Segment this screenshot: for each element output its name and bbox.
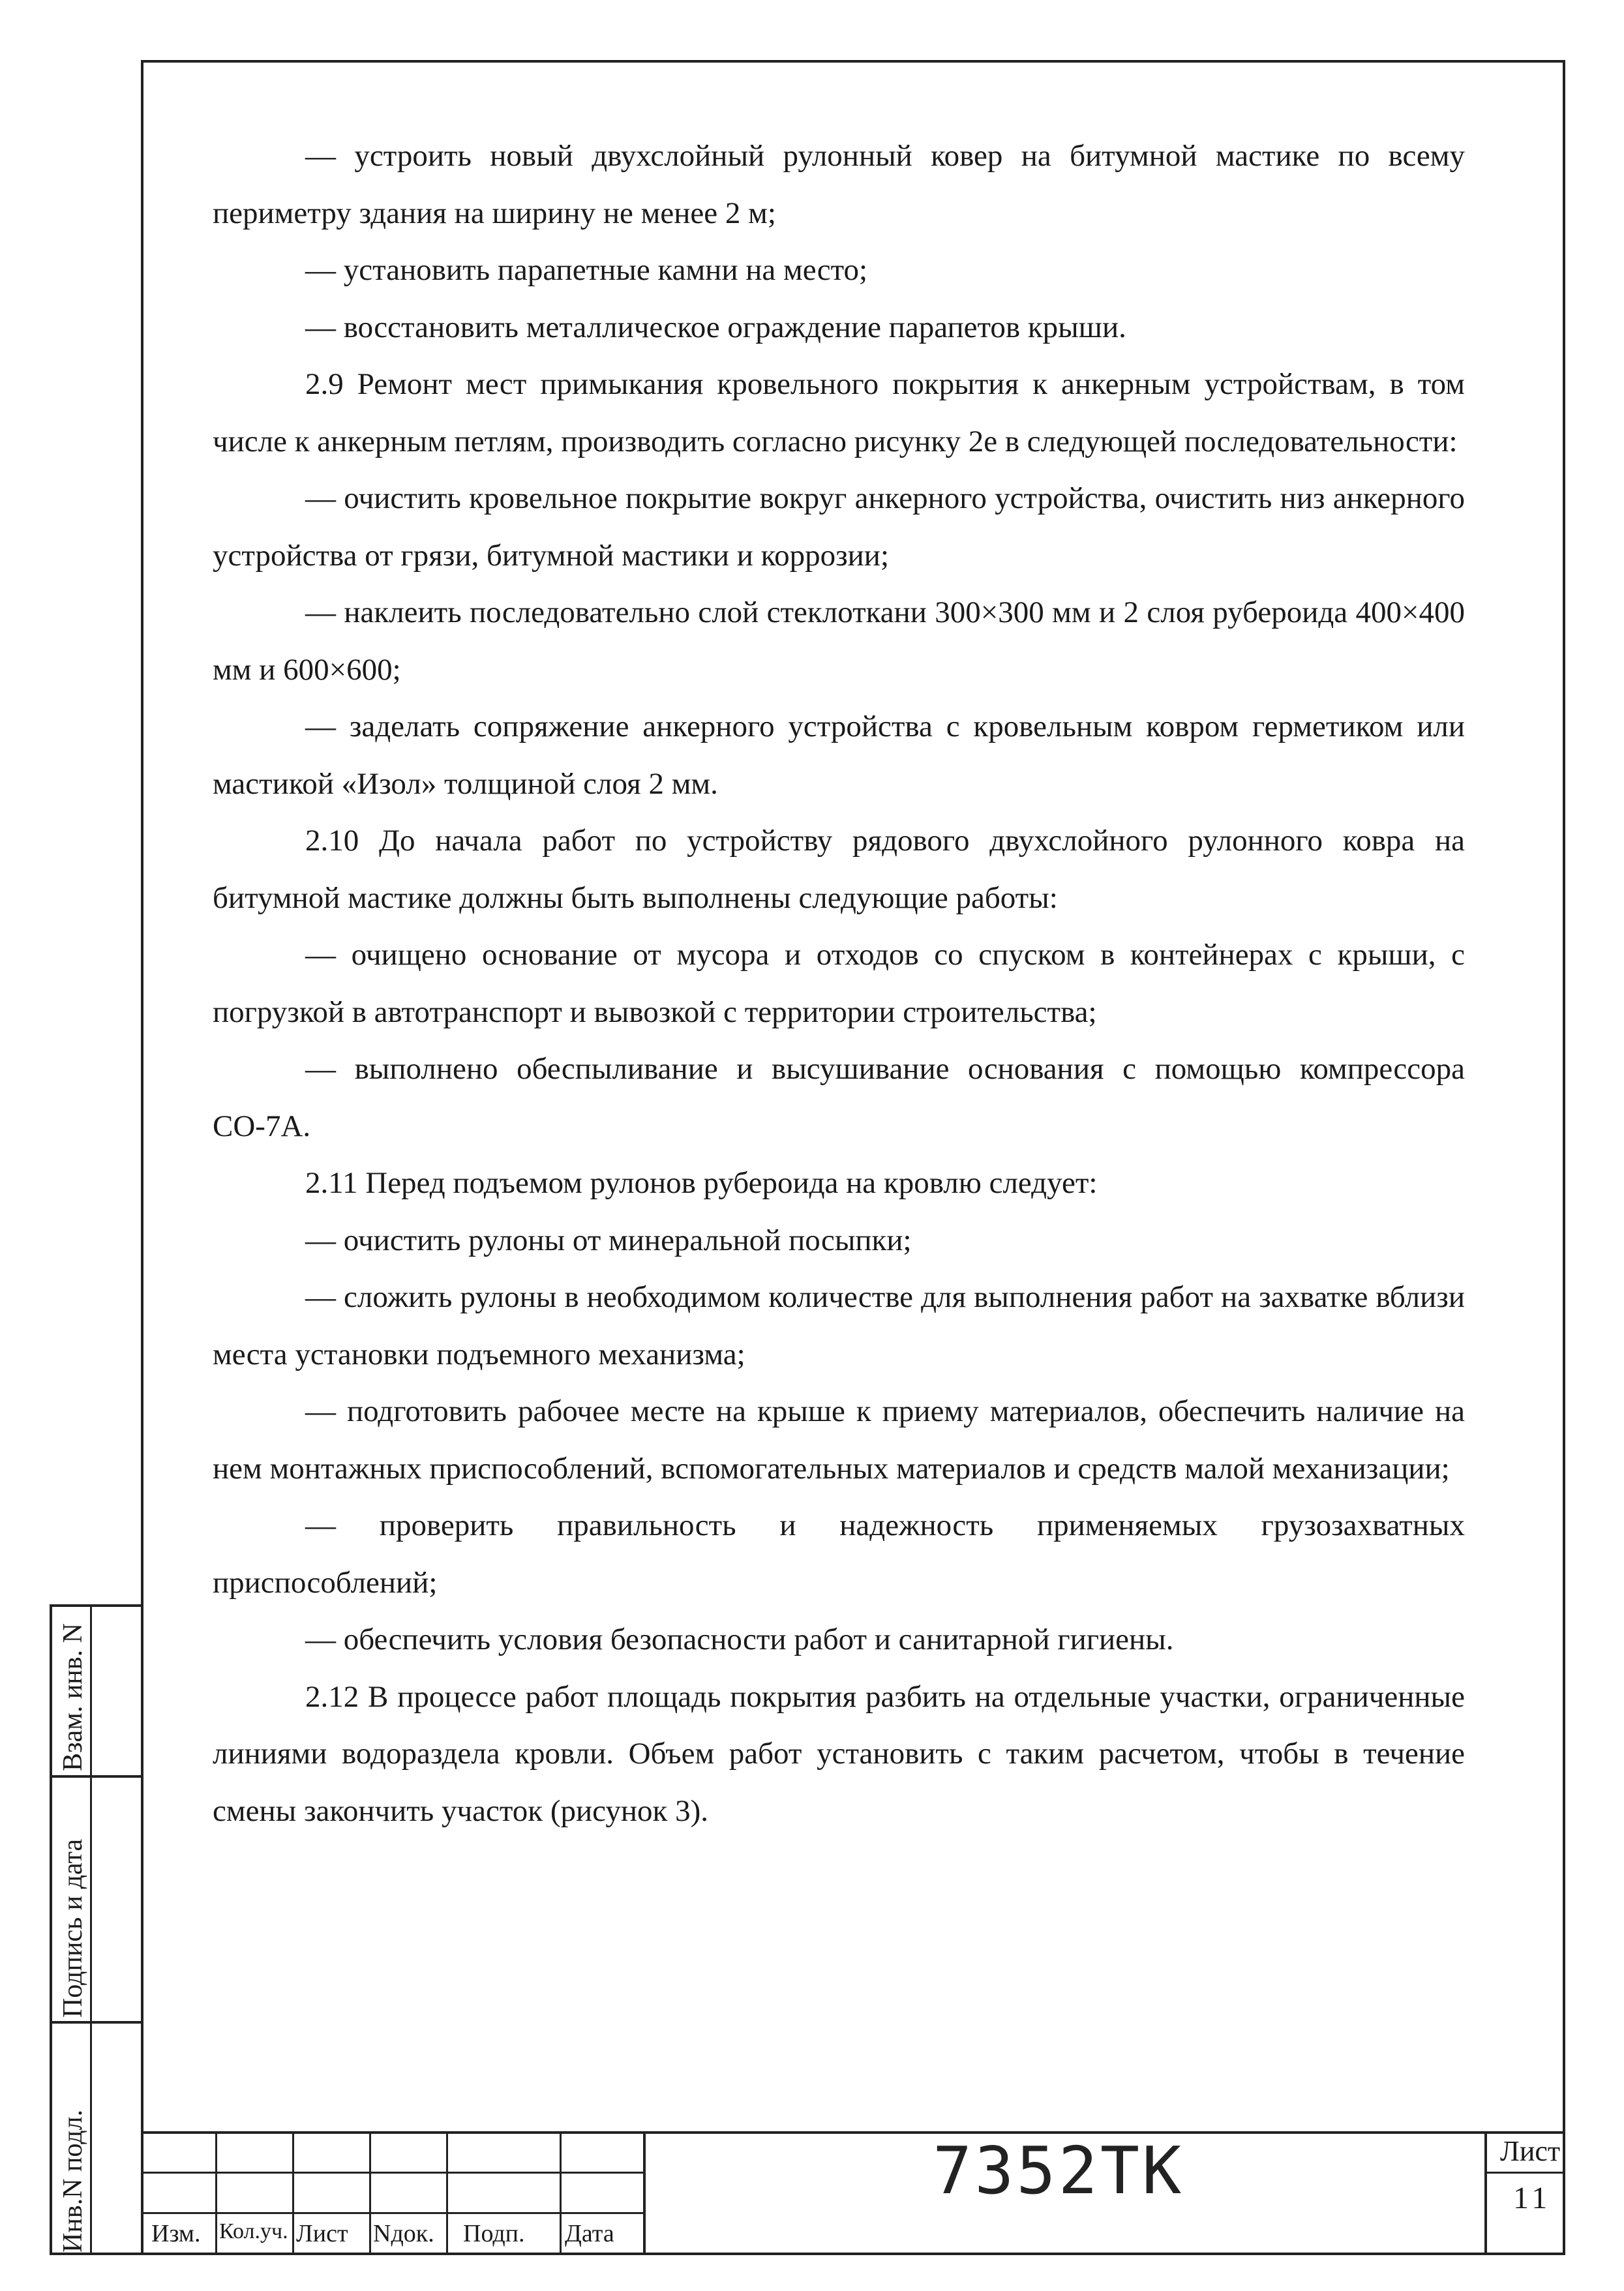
col-podp: Подп. — [463, 2220, 525, 2247]
paragraph: 2.9 Ремонт мест примыкания кровельного покрытия к анкерным устройствам, в том числе к анкерным петлям, производить согласно рисунку 2е в следующей последовательности: — [213, 367, 1465, 458]
stamp-divider — [52, 2021, 141, 2024]
stamp-value-column — [90, 1607, 143, 2253]
paragraph: — проверить правильность и надежность применяемых грузозахватных приспособлений; — [213, 1508, 1465, 1600]
paragraph: — установить парапетные камни на место; — [305, 253, 868, 287]
paragraph: — наклеить последовательно слой стеклоткани 300×300 мм и 2 слоя рубероида 400×400 мм и 600×600; — [213, 595, 1465, 687]
col-ndok: Nдок. — [373, 2220, 434, 2247]
title-block-col-line — [292, 2131, 294, 2255]
paragraph: — выполнено обеспыливание и высушивание основания с помощью компрессора СО-7А. — [213, 1052, 1465, 1143]
podpis-data-label: Подпись и дата — [58, 1838, 88, 2018]
paragraph: 2.12 В процессе работ площадь покрытия разбить на отдельные участки, ограниченные линиями водораздела кровли. Объем работ установить с таким расчетом, чтобы в течение смены закончить участок (рисунок 3). — [213, 1679, 1465, 1828]
document-body — [213, 128, 1465, 1840]
col-list: Лист — [296, 2220, 348, 2247]
title-block-col-line — [215, 2131, 217, 2255]
paragraph: — очищено основание от мусора и отходов со спуском в контейнерах с крыши, с погрузкой в автотранспорт и вывозкой с территории строительства; — [213, 938, 1465, 1029]
sheet-label: Лист — [1500, 2135, 1561, 2167]
paragraph: — очистить кровельное покрытие вокруг анкерного устройства, очистить низ анкерного устройства от грязи, битумной мастики и коррозии; — [213, 481, 1465, 573]
col-izm: Изм. — [151, 2220, 201, 2247]
paragraph: — устроить новый двухслойный рулонный ковер на битумной мастике по всему периметру здания на ширину не менее 2 м; — [213, 139, 1465, 230]
title-block-col-line — [446, 2131, 448, 2255]
title-block-row-line — [1484, 2172, 1565, 2174]
sheet-number: 11 — [1513, 2181, 1552, 2215]
inv-podl-label: Инв.N подл. — [58, 2109, 88, 2253]
paragraph: — заделать сопряжение анкерного устройства с кровельным ковром герметиком или мастикой «Изол» толщиной слоя 2 мм. — [213, 710, 1465, 801]
stamp-divider — [52, 1775, 141, 1778]
title-block-col-line — [369, 2131, 371, 2255]
binding-stamp — [50, 1604, 141, 2255]
title-block-top-border — [141, 2131, 1565, 2134]
title-block-divider — [1484, 2131, 1487, 2255]
vzam-inv-label: Взам. инв. N — [58, 1623, 88, 1771]
paragraph: — обеспечить условия безопасности работ и санитарной гигиены. — [305, 1623, 1174, 1656]
paragraph: 2.10 До начала работ по устройству рядового двухслойного рулонного ковра на битумной мастике должны быть выполнены следующие работы: — [213, 824, 1465, 915]
paragraph: — восстановить металлическое ограждение парапетов крыши. — [305, 310, 1126, 344]
document-code: 7352ТК — [933, 2133, 1184, 2209]
paragraph: — подготовить рабочее месте на крыше к приему материалов, обеспечить наличие на нем монтажных приспособлений, вспомогательных материалов и средств малой механизации; — [213, 1394, 1465, 1486]
col-kol-uch: Кол.уч. — [219, 2219, 288, 2243]
paragraph: 2.11 Перед подъемом рулонов рубероида на кровлю следует: — [305, 1166, 1098, 1200]
paragraph: — очистить рулоны от минеральной посыпки; — [305, 1223, 912, 1257]
title-block-col-line — [560, 2131, 562, 2255]
paragraph: — сложить рулоны в необходимом количестве для выполнения работ на захватке вблизи места установки подъемного механизма; — [213, 1280, 1465, 1371]
col-data: Дата — [565, 2220, 614, 2247]
title-block-divider — [643, 2131, 646, 2255]
